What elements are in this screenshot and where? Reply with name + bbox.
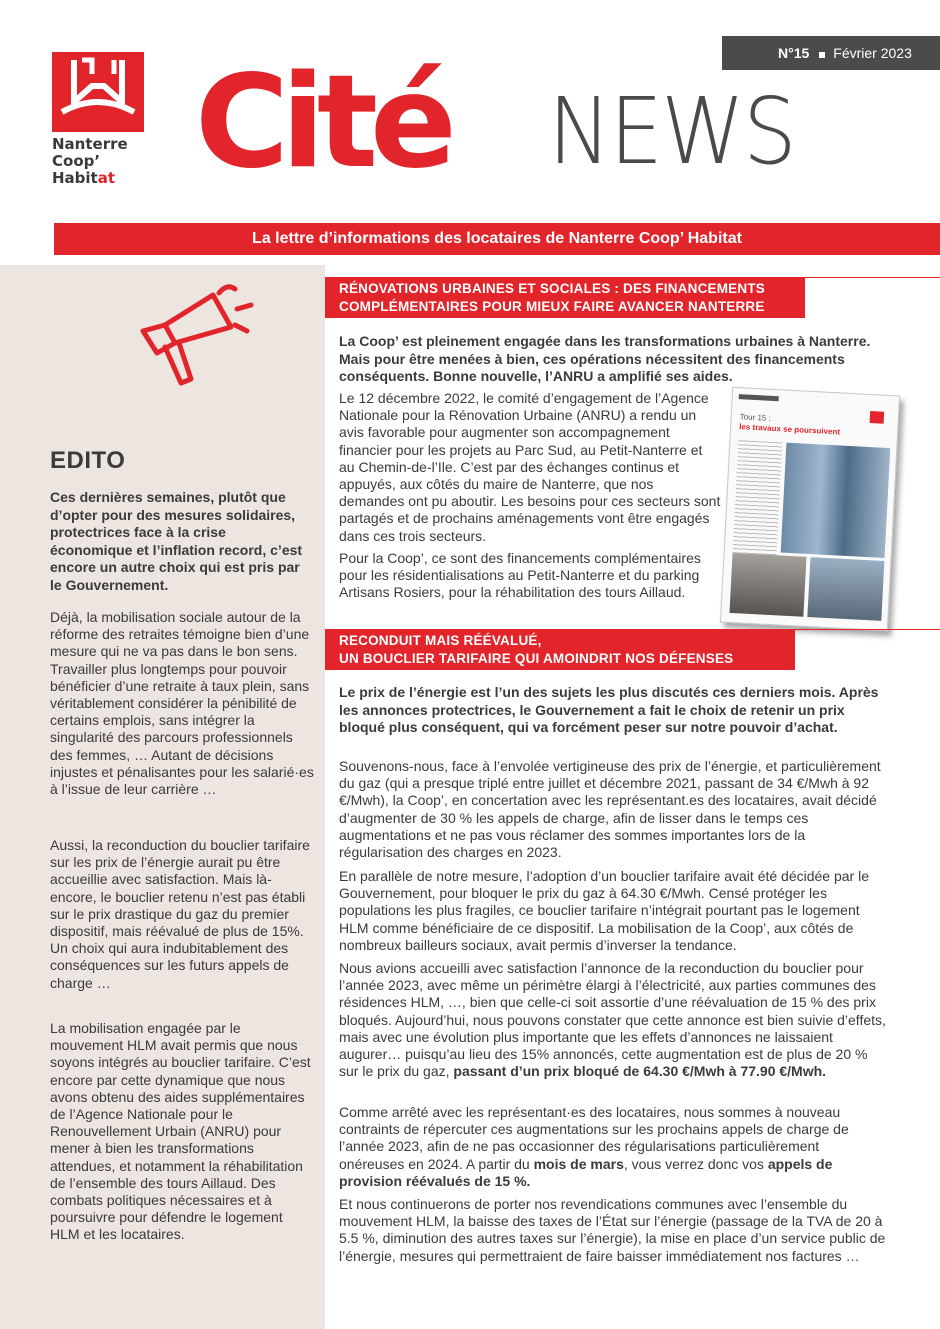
thumbnail-worksite-photo: [729, 553, 806, 617]
logo-wordmark: [52, 136, 128, 187]
thumbnail-logo-icon: [870, 411, 885, 424]
edito-paragraph-1: Déjà, la mobilisation sociale autour de la réforme des retraites témoigne bien d’une mesure qui ne va pas dans le bon sens. Travailler plus longtemps pour pouvoir bénéficier d’une retraite à taux plein, sans véritablement considérer la pénibilité de certains emplois, sans intégrer la singularité des parcours professionnels des femmes, … Autant de décisions injustes et pénalisantes pour les salarié·es à l’issue de leur carrière …: [50, 609, 314, 798]
article1-heading: [325, 277, 805, 318]
article2-paragraph-4-bold-2: appels de provision réévalués de 15 %.: [339, 1155, 833, 1189]
article2-paragraph-4: [339, 1104, 887, 1190]
issue-date: Février 2023: [833, 45, 912, 61]
article2-paragraph-2: En parallèle de notre mesure, l’adoption d’un bouclier tarifaire avait été décidée par le Gouvernement, pour bloquer le prix du gaz à 64.30 €/Mwh. Censé protéger les populations les plus fragiles, ce bouclier tarifaire n’intégrait pourtant pas le logement HLM comme bénéficiaire de ce dispositif. La mobilisation de la Coop’, aux côtés de nombreux bailleurs sociaux, avait permis d’inverser la tendance.: [339, 868, 869, 953]
article2-paragraph-4-bold-1: mois de mars: [533, 1155, 624, 1172]
edito-lead: Ces dernières semaines, plutôt que d’opter pour des mesures solidaires, protectrices face à la crise économique et l’inflation record, c’est encore un autre choix qui est pris par le Gouvernement.: [50, 489, 303, 593]
article2-paragraph-3: [339, 960, 887, 1080]
masthead-title-news: NEWS: [548, 78, 795, 185]
logo-mark: [52, 52, 144, 132]
article1-paragraph-2: Pour la Coop’, ce sont des financements complémentaires pour les résidentialisations au Petit-Nanterre et du parking Artisans Rosiers, pour la réhabilitation des tours Aillaud.: [339, 550, 701, 601]
article2-paragraph-4-text-1: Comme arrêté avec les représentant·es des locataires, nous sommes à nouveau contraints de répercuter ces augmentations sur les prochains appels de charge de l’année 2023, afin de ne pas occasionner des régularisations particulièrement onéreuses en 2024. A partir du: [339, 1104, 849, 1172]
masthead-title-cite: Cité: [195, 48, 449, 197]
thumbnail-tower-photo: [781, 443, 891, 558]
edito-heading: EDITO: [50, 447, 126, 474]
thumbnail-subtitle: les travaux se poursuivent: [738, 422, 841, 437]
article1-heading-line1: RÉNOVATIONS URBAINES ET SOCIALES : DES FINANCEMENTS: [339, 281, 765, 296]
article2-heading-line1: RECONDUIT MAIS RÉÉVALUÉ,: [339, 633, 542, 648]
issue-bar: [722, 36, 940, 70]
article2-heading: [325, 629, 795, 670]
article1-heading-line2: COMPLÉMENTAIRES POUR MIEUX FAIRE AVANCER NANTERRE: [339, 298, 765, 314]
logo-line-1: Nanterre: [52, 135, 128, 153]
edito-paragraph-3: La mobilisation engagée par le mouvement HLM avait permis que nous soyons intégrés au bouclier tarifaire. C’est encore par cette dynamique que nous avons obtenu des aides supplémentaires de l’Agence Nationale pour le Renouvellement Urbain (ANRU) pour mener à bien les transformations attendues, et notamment la réhabilitation de l’ensemble des tours Aillaud. Des combats politiques nécessaires et à poursuivre pour défendre le logement HLM et les locataires.: [50, 1020, 311, 1243]
edito-paragraph-2: Aussi, la reconduction du bouclier tarifaire sur les prix de l’énergie aurait pu être accueillie avec satisfaction. Mais là-encore, le bouclier retenu n’est pas établi sur le prix drastique du gaz du premier dispositif, mais réévalué de plus de 15%. Un choix qui aura indubitablement des conséquences sur les futurs appels de charge …: [50, 837, 310, 991]
square-bullet-icon: [819, 52, 825, 58]
issue-number: N°15: [778, 45, 810, 61]
logo-line-3: Habitat: [52, 169, 116, 187]
article2-paragraph-3-bold: passant d’un prix bloqué de 64.30 €/Mwh à 77.90 €/Mwh.: [453, 1063, 827, 1080]
megaphone-icon: [135, 283, 255, 391]
article2-lead: Le prix de l’énergie est l’un des sujets les plus discutés ces derniers mois. Après les annonces protectrices, le Gouvernement a fait le choix de retenir un prix bloqué plus conséquent, qui va forcément peser sur notre pouvoir d’achat.: [339, 684, 879, 735]
article2-paragraph-3-text: Nous avions accueilli avec satisfaction l’annonce de la reconduction du bouclier pour l’année 2023, avec même un périmètre élargi à l’électricité, aux parties communes des résidences HLM, …, bien que celle-ci soit assortie d’une réévaluation de 15 % des prix bloqués. Aujourd’hui, nous pouvons constater que cette annonce est bien suivie d’effets, mais avec une évolution plus importante que les effets d’annonces ne laissaient augurer… puisqu’au lieu des 15% annoncés, cette augmentation est de plus de 20 % sur le prix du gaz,: [339, 960, 886, 1080]
magazine-thumbnail: [720, 387, 900, 631]
thumbnail-title: Tour 15 :: [739, 412, 772, 423]
thumbnail-header-bar: [739, 394, 779, 401]
logo-line-3-accent: at: [97, 169, 116, 187]
logo-line-2: Coop’: [52, 152, 101, 170]
article2-paragraph-4-text-2: , vous verrez donc vos: [623, 1155, 764, 1172]
article1-paragraph-1: Le 12 décembre 2022, le comité d’engagement de l’Agence Nationale pour la Rénovation Urbaine (ANRU) a rendu un avis favorable pour augmenter son accompagnement financier pour les projets au Parc Sud, au Petit-Nanterre et au Chemin-de-l’Ile. C’est par des échanges continus et appuyés, aux côtés du maire de Nanterre, que nos demandes ont pu aboutir. Les besoins pour ces secteurs sont partagés et de prochains aménagements vont être engagés dans ces trois secteurs.: [339, 390, 721, 544]
article2-paragraph-5: Et nous continuerons de porter nos revendications communes avec l’ensemble du mouvement HLM, la baisse des taxes de l’État sur l’énergie (passage de la TVA de 20 à 5.5 %, diminution des autres taxes sur l’énergie), la mise en place d’un service public de l’énergie, mesures qui permettraient de faire baisser immédiatement nos factures …: [339, 1196, 886, 1264]
thumbnail-facade-photo: [807, 557, 884, 621]
divider: [795, 629, 940, 630]
tagline-banner: La lettre d’informations des locataires de Nanterre Coop’ Habitat: [54, 223, 940, 255]
divider: [805, 277, 940, 278]
article2-paragraph-1: Souvenons-nous, face à l’envolée vertigineuse des prix de l’énergie, et particulièrement du gaz (qui a presque triplé entre juillet et décembre 2021, passant de 34 €/Mwh à 92 €/Mwh), la Coop’, en concertation avec les représentant.es des locataires, avait décidé d’augmenter de 30 % les appels de charge, afin de lisser dans le temps ces augmentations et ne pas vous réclamer des sommes importantes lors de la régularisation des charges en 2023.: [339, 758, 881, 861]
article1-lead: La Coop’ est pleinement engagée dans les transformations urbaines à Nanterre. Mais pour être menées à bien, ces opérations nécessitent des financements conséquents. Bonne nouvelle, l’ANRU a amplifié ses aides.: [339, 333, 871, 384]
article2-heading-line2: UN BOUCLIER TARIFAIRE QUI AMOINDRIT NOS DÉFENSES: [339, 650, 734, 666]
building-logo-icon: [52, 52, 144, 132]
